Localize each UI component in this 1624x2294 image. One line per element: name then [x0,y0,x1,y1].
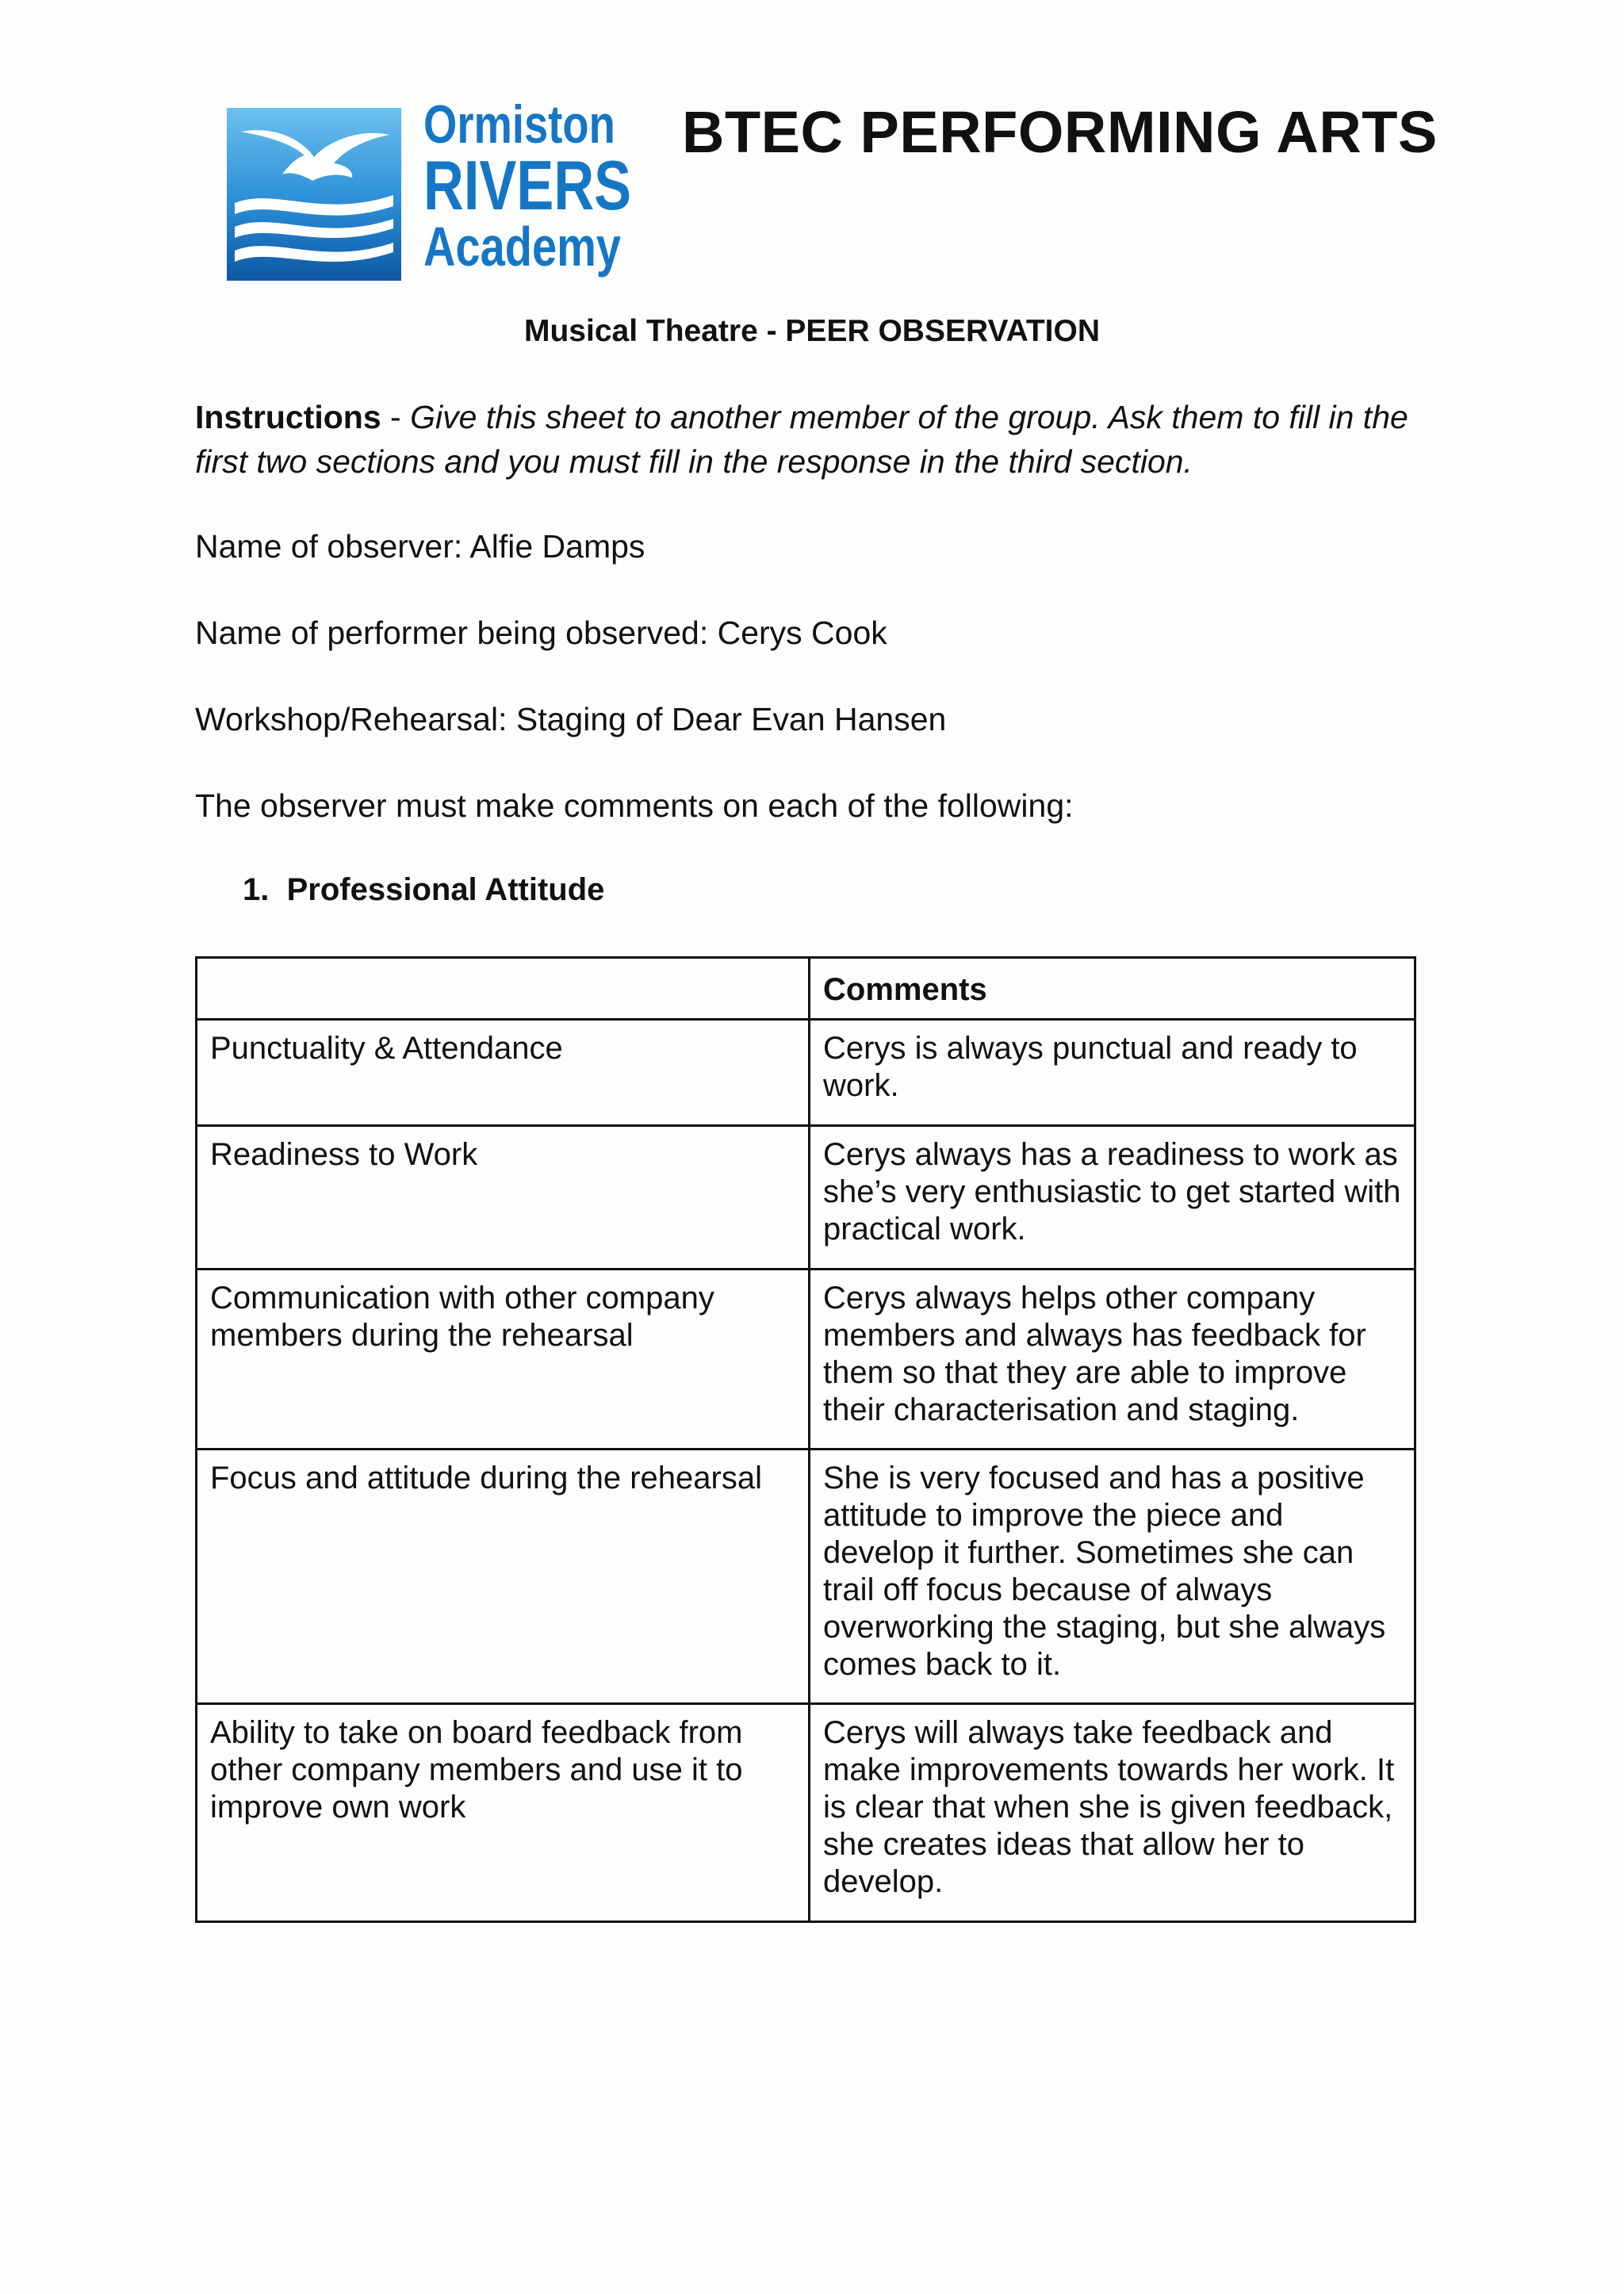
performer-name: Name of performer being observed: Cerys Cook [195,615,887,651]
criterion-cell: Readiness to Work [197,1126,810,1270]
instructions-paragraph [195,395,1432,484]
school-logo [227,94,639,293]
professional-attitude-table [195,956,1416,1923]
header-comments-cell: Comments [810,958,1415,1020]
instructions-text: Give this sheet to another member of the group. Ask them to fill in the first two sections and you must fill in the response in the third section. [195,399,1408,480]
table-row [197,1270,1415,1450]
observer-name: Name of observer: Alfie Damps [195,528,645,565]
table-row [197,1126,1415,1270]
logo-line-2: RIVERS [423,145,632,224]
section-number: 1. [243,872,270,907]
comment-cell: She is very focused and has a positive attitude to improve the piece and develop it further. Sometimes she can trail off focus because of always overworking the staging, but she always comes back to it. [810,1450,1415,1704]
comment-cell: Cerys always helps other company members and always has feedback for them so that they are able to improve their characterisation and staging. [810,1270,1415,1450]
criterion-cell: Punctuality & Attendance [197,1020,810,1126]
page-title: BTEC PERFORMING ARTS [682,99,1438,165]
workshop-name: Workshop/Rehearsal: Staging of Dear Evan Hansen [195,701,947,737]
logo-line-1: Ormiston [423,94,615,155]
table-row [197,1450,1415,1704]
section-1-heading [243,872,604,908]
observer-note: The observer must make comments on each of the following: [195,787,1074,824]
table-row [197,1704,1415,1922]
instructions-label: Instructions [195,399,381,435]
table-header-row [197,958,1415,1020]
criterion-cell: Focus and attitude during the rehearsal [197,1450,810,1704]
criterion-cell: Communication with other company members during the rehearsal [197,1270,810,1450]
bird-waves-logo-icon [227,108,401,281]
instructions-separator: - [381,399,411,435]
page-subtitle: Musical Theatre - PEER OBSERVATION [524,314,1100,348]
header-blank-cell [197,958,810,1020]
section-title: Professional Attitude [286,872,605,907]
comment-cell: Cerys is always punctual and ready to work. [810,1020,1415,1126]
table-row [197,1020,1415,1126]
logo-line-3: Academy [423,215,622,278]
logo-wordmark [423,94,684,278]
criterion-cell: Ability to take on board feedback from other company members and use it to improve own work [197,1704,810,1922]
comment-cell: Cerys always has a readiness to work as she’s very enthusiastic to get started with practical work. [810,1126,1415,1270]
comment-cell: Cerys will always take feedback and make improvements towards her work. It is clear that when she is given feedback, she creates ideas that allow her to develop. [810,1704,1415,1922]
